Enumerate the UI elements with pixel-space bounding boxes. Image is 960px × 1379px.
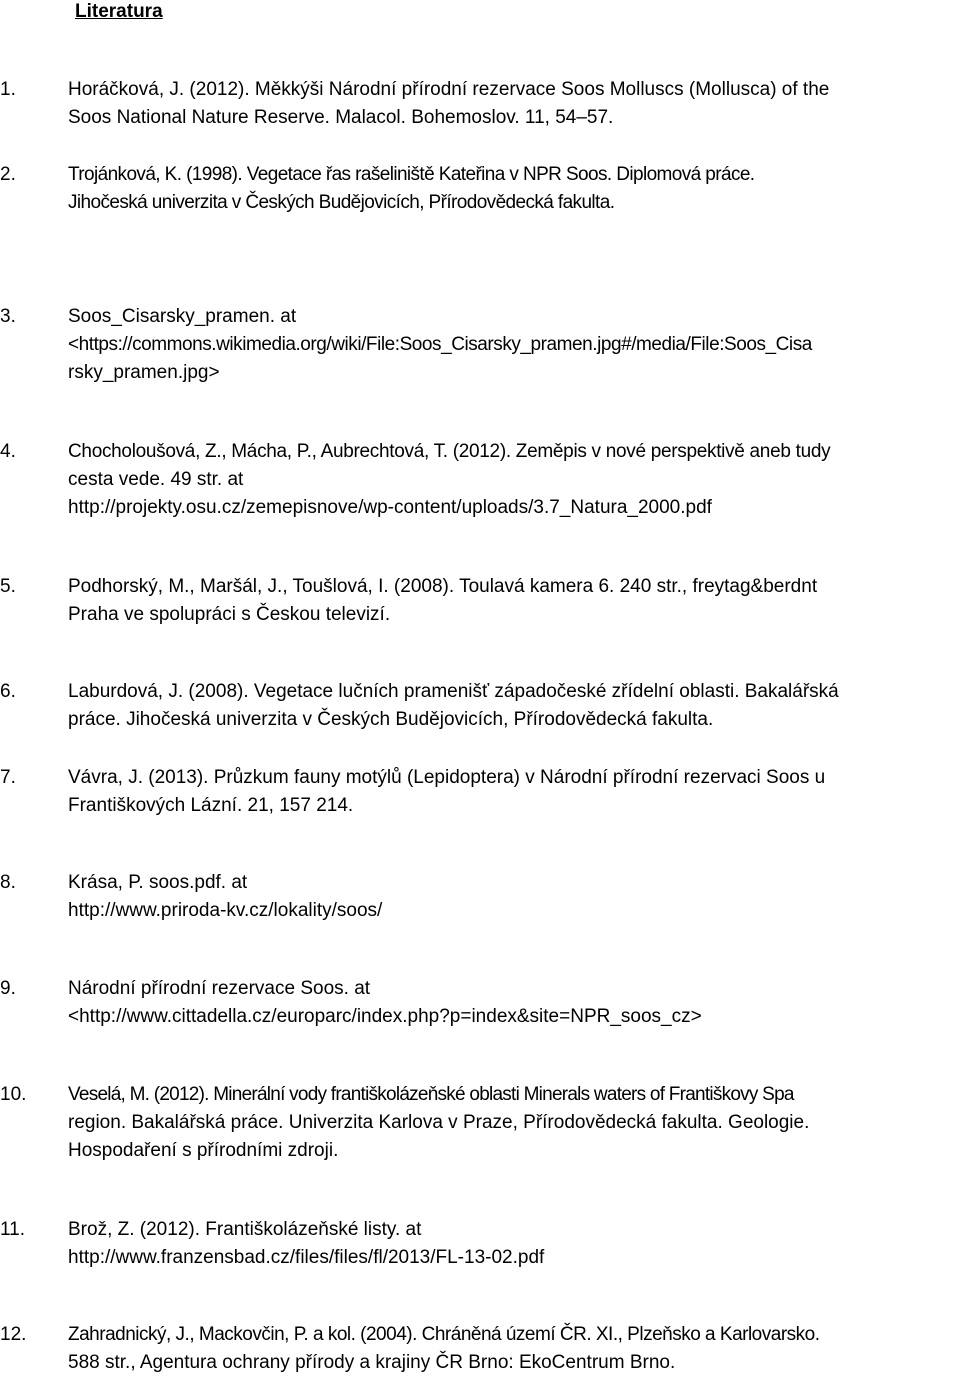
reference-line: Horáčková, J. (2012). Měkkýši Národní přírodní rezervace Soos Molluscs (Mollusca) of the xyxy=(68,79,830,100)
reference-number: 1. xyxy=(0,79,16,100)
reference-number: 2. xyxy=(0,164,16,185)
reference-line: Brož, Z. (2012). Františkolázeňské listy. at xyxy=(68,1219,422,1240)
reference-line: Vávra, J. (2013). Průzkum fauny motýlů (Lepidoptera) v Národní přírodní rezervaci Soos u xyxy=(68,767,826,788)
reference-line: Hospodaření s přírodními zdroji. xyxy=(68,1140,339,1161)
reference-line: Soos_Cisarsky_pramen. at xyxy=(68,306,297,327)
reference-number: 10. xyxy=(0,1084,27,1105)
reference-number: 8. xyxy=(0,872,16,893)
reference-line: Chocholoušová, Z., Mácha, P., Aubrechtová, T. (2012). Zeměpis v nové perspektivě aneb tudy xyxy=(68,441,831,462)
reference-number: 3. xyxy=(0,306,16,327)
reference-number: 11. xyxy=(0,1219,26,1240)
reference-number: 9. xyxy=(0,978,16,999)
reference-number: 7. xyxy=(0,767,16,788)
reference-number: 5. xyxy=(0,576,16,597)
reference-number: 4. xyxy=(0,441,16,462)
reference-line: Národní přírodní rezervace Soos. at xyxy=(68,978,371,999)
reference-number: 6. xyxy=(0,681,16,702)
reference-line: rsky_pramen.jpg> xyxy=(68,362,220,383)
heading: Literatura xyxy=(75,1,163,22)
reference-line: Trojánková, K. (1998). Vegetace řas rašeliniště Kateřina v NPR Soos. Diplomová práce. xyxy=(68,164,755,185)
reference-line: 588 str., Agentura ochrany přírody a krajiny ČR Brno: EkoCentrum Brno. xyxy=(68,1352,676,1373)
reference-number: 12. xyxy=(0,1324,27,1345)
reference-line: Jihočeská univerzita v Českých Budějovicích, Přírodovědecká fakulta. xyxy=(68,192,615,213)
reference-line: http://www.franzensbad.cz/files/files/fl/2013/FL-13-02.pdf xyxy=(68,1247,545,1268)
reference-line: Praha ve spolupráci s Českou televizí. xyxy=(68,604,391,625)
reference-line: http://projekty.osu.cz/zemepisnove/wp-content/uploads/3.7_Natura_2000.pdf xyxy=(68,497,712,518)
reference-line: práce. Jihočeská univerzita v Českých Budějovicích, Přírodovědecká fakulta. xyxy=(68,709,714,730)
reference-line: Podhorský, M., Maršál, J., Toušlová, I. (2008). Toulavá kamera 6. 240 str., freytag&berdnt xyxy=(68,576,818,597)
reference-line: Krása, P. soos.pdf. at xyxy=(68,872,248,893)
reference-line: Veselá, M. (2012). Minerální vody františkolázeňské oblasti Minerals waters of Františkovy Spa xyxy=(68,1084,794,1105)
reference-line: <http://www.cittadella.cz/europarc/index.php?p=index&site=NPR_soos_cz> xyxy=(68,1006,702,1027)
reference-line: Františkových Lázní. 21, 157 214. xyxy=(68,795,354,816)
reference-line: <https://commons.wikimedia.org/wiki/File:Soos_Cisarsky_pramen.jpg#/media/File:Soos_Cisa xyxy=(68,334,812,355)
reference-line: Zahradnický, J., Mackovčin, P. a kol. (2004). Chráněná území ČR. XI., Plzeňsko a Karlovarsko. xyxy=(68,1324,820,1345)
reference-line: http://www.priroda-kv.cz/lokality/soos/ xyxy=(68,900,383,921)
reference-line: cesta vede. 49 str. at xyxy=(68,469,244,490)
reference-line: Laburdová, J. (2008). Vegetace lučních pramenišť západočeské zřídelní oblasti. Bakalářská xyxy=(68,681,839,702)
reference-line: Soos National Nature Reserve. Malacol. Bohemoslov. 11, 54–57. xyxy=(68,107,614,128)
reference-line: region. Bakalářská práce. Univerzita Karlova v Praze, Přírodovědecká fakulta. Geologie. xyxy=(68,1112,810,1133)
